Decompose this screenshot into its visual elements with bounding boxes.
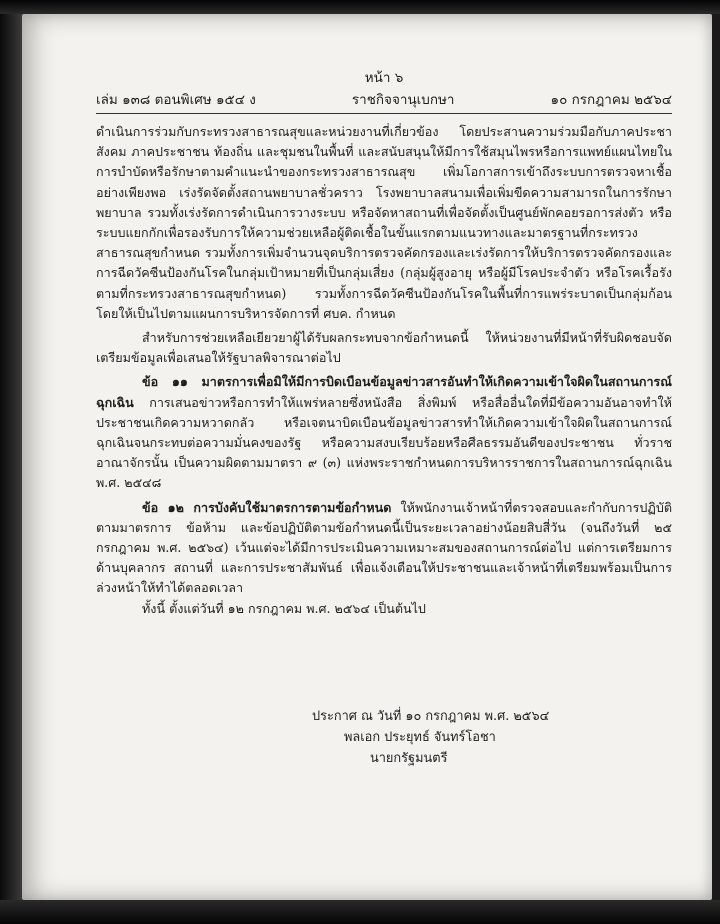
signatory-name: พลเอก ประยุทธ์ จันทร์โอชา bbox=[344, 730, 496, 745]
page-number: หน้า ๖ bbox=[364, 70, 404, 86]
volume-label: เล่ม ๑๓๘ ตอนพิเศษ ๑๕๔ ง bbox=[96, 92, 256, 108]
photo-frame-top bbox=[0, 0, 720, 14]
header-row bbox=[96, 88, 672, 114]
paragraph-relief: สำหรับการช่วยเหลือเยียวยาผู้ได้รับผลกระทบจากข้อกำหนดนี้ ให้หน่วยงานที่มีหน้าที่รับผิดชอบจัดเตรียมข้อมูลเพื่อเสนอให้รัฐบาลพิจารณาต่อไป bbox=[96, 330, 672, 366]
publication-title: ราชกิจจานุเบกษา bbox=[351, 92, 455, 108]
clause-11 bbox=[96, 372, 672, 493]
document-body bbox=[96, 122, 672, 619]
signature-block bbox=[312, 706, 549, 769]
photo-frame-bottom bbox=[0, 900, 720, 924]
signatory-title: นายกรัฐมนตรี bbox=[370, 751, 448, 766]
photo-frame-left bbox=[0, 14, 22, 900]
clause-12 bbox=[96, 498, 672, 599]
effective-date: ทั้งนี้ ตั้งแต่วันที่ ๑๒ กรกฎาคม พ.ศ. ๒๕๖๔ เป็นต้นไป bbox=[142, 600, 426, 616]
clause-11-heading: ข้อ ๑๑ มาตรการเพื่อมิให้มีการบิดเบือนข้อมูลข่าวสารอันทำให้เกิดความเข้าใจผิดในสถานการณ์ฉุกเฉิน bbox=[96, 374, 672, 410]
announcement-date: ประกาศ ณ วันที่ ๑๐ กรกฎาคม พ.ศ. ๒๕๖๔ bbox=[312, 709, 550, 724]
clause-12-heading: ข้อ ๑๒ การบังคับใช้มาตรการตามข้อกำหนด bbox=[142, 499, 392, 515]
clause-12-text: ให้พนักงานเจ้าหน้าที่ตรวจสอบและกำกับการปฏิบัติตามมาตรการ ข้อห้าม และข้อปฏิบัติตามข้อกำหนดนี้เป็นระยะเวลาอย่างน้อยสิบสี่วัน (จนถึงวันที่ ๒๕ กรกฎาคม พ.ศ. ๒๕๖๔) เว้นแต่จะได้มีการประเมินความเหมาะสมของสถานการณ์ต่อไป แต่การเตรียมการด้านบุคลากร สถานที่ และการประชาสัมพันธ์ เพื่อแจ้งเตือนให้ประชาชนและเจ้าหน้าที่เตรียมพร้อมเป็นการล่วงหน้าให้ทำได้ตลอดเวลา bbox=[96, 499, 672, 596]
paragraph-continued: ดำเนินการร่วมกับกระทรวงสาธารณสุขและหน่วยงานที่เกี่ยวข้อง โดยประสานความร่วมมือกับภาคประชาสังคม ภาคประชาชน ท้องถิ่น และชุมชนในพื้นที่ และสนับสนุนให้มีการใช้สมุนไพรหรือการแพทย์แผนไทยในการบำบัดหรือรักษาตามคำแนะนำของกระทรวงสาธารณสุข เพิ่มโอกาสการเข้าถึงระบบการตรวจหาเชื้ออย่างเพียงพอ เร่งรัดจัดตั้งสถานพยาบาลชั่วคราว โรงพยาบาลสนามเพื่อเพิ่มขีดความสามารถในการรักษาพยาบาล รวมทั้งเร่งรัดการดำเนินการวางระบบ หรือจัดหาสถานที่เพื่อจัดตั้งเป็นศูนย์พักคอยรอการส่งตัว หรือระบบแยกกักเพื่อรองรับการให้ความช่วยเหลือผู้ติดเชื้อในขั้นแรกตามแนวทางและมาตรฐานที่กระทรวงสาธารณสุขกำหนด รวมทั้งการเพิ่มจำนวนจุดบริการตรวจคัดกรองและเร่งรัดการให้บริการตรวจคัดกรองและการฉีดวัคซีนป้องกันโรคในกลุ่มเป้าหมายที่เป็นกลุ่มเสี่ยง (กลุ่มผู้สูงอายุ หรือผู้มีโรคประจำตัว หรือโรคเรื้อรังตามที่กระทรวงสาธารณสุขกำหนด) รวมทั้งการฉีดวัคซีนป้องกันโรคในพื้นที่การแพร่ระบาดเป็นกลุ่มก้อน โดยให้เป็นไปตามแผนการบริหารจัดการที่ ศบค. กำหนด bbox=[96, 124, 672, 321]
clause-11-text: การเสนอข่าวหรือการทำให้แพร่หลายซึ่งหนังสือ สิ่งพิมพ์ หรือสื่ออื่นใดที่มีข้อความอันอาจทำให้ประชาชนเกิดความหวาดกลัว หรือเจตนาบิดเบือนข้อมูลข่าวสารทำให้เกิดความเข้าใจผิดในสถานการณ์ฉุกเฉินจนกระทบต่อความมั่นคงของรัฐ หรือความสงบเรียบร้อยหรือศีลธรรมอันดีของประชาชน ทั่วราชอาณาจักรนั้น เป็นความผิดตามมาตรา ๙ (๓) แห่งพระราชกำหนดการบริหารราชการในสถานการณ์ฉุกเฉิน พ.ศ. ๒๕๔๘ bbox=[96, 394, 672, 491]
publication-date: ๑๐ กรกฎาคม ๒๕๖๔ bbox=[550, 92, 672, 108]
